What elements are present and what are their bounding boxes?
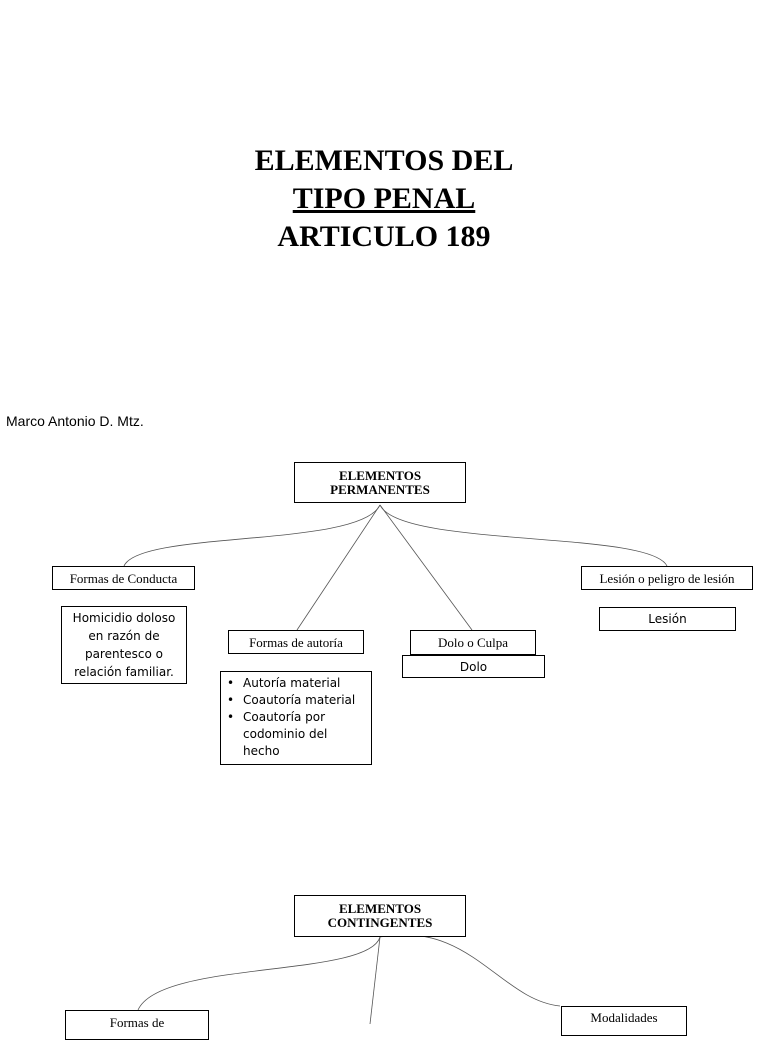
autoria-item: • Coautoría por codominio del hecho xyxy=(225,709,367,760)
connector-dolo-culpa xyxy=(380,505,472,630)
autoria-item: • Coautoría material xyxy=(225,692,367,709)
author-name: Marco Antonio D. Mtz. xyxy=(6,413,144,429)
connector-lesion xyxy=(380,505,667,566)
title-line-3: ARTICULO 189 xyxy=(277,220,491,253)
formas-de-box: Formas de xyxy=(65,1010,209,1040)
title-line-1: ELEMENTOS DEL xyxy=(254,144,514,177)
lesion-box: Lesión xyxy=(599,607,736,631)
permanentes-root-box xyxy=(294,462,466,503)
contingentes-root-line1: ELEMENTOS xyxy=(338,901,422,916)
connector-formas-conducta xyxy=(124,505,380,566)
connector-middle xyxy=(370,937,380,1024)
lesion-peligro-box: Lesión o peligro de lesión xyxy=(581,566,753,590)
modalidades-box: Modalidades xyxy=(561,1006,687,1036)
contingentes-root-line2: CONTINGENTES xyxy=(327,915,433,930)
dolo-box: Dolo xyxy=(402,655,545,678)
title-line-2: TIPO PENAL xyxy=(292,182,476,215)
connector-formas-autoria xyxy=(297,505,380,630)
contingentes-root-box xyxy=(294,895,466,937)
connector-formas-de xyxy=(138,937,380,1010)
permanentes-root-line2: PERMANENTES xyxy=(330,481,430,497)
autoria-item: • Autoría material xyxy=(225,675,367,692)
formas-autoria-box: Formas de autoría xyxy=(228,630,364,654)
connector-modalidades xyxy=(380,935,560,1006)
autoria-list-box xyxy=(220,671,372,765)
permanentes-root-line1: ELEMENTOS xyxy=(338,467,422,483)
dolo-culpa-box: Dolo o Culpa xyxy=(410,630,536,655)
formas-conducta-box: Formas de Conducta xyxy=(52,566,195,590)
homicidio-box: Homicidio doloso en razón de parentesco o relación familiar. xyxy=(61,606,187,684)
